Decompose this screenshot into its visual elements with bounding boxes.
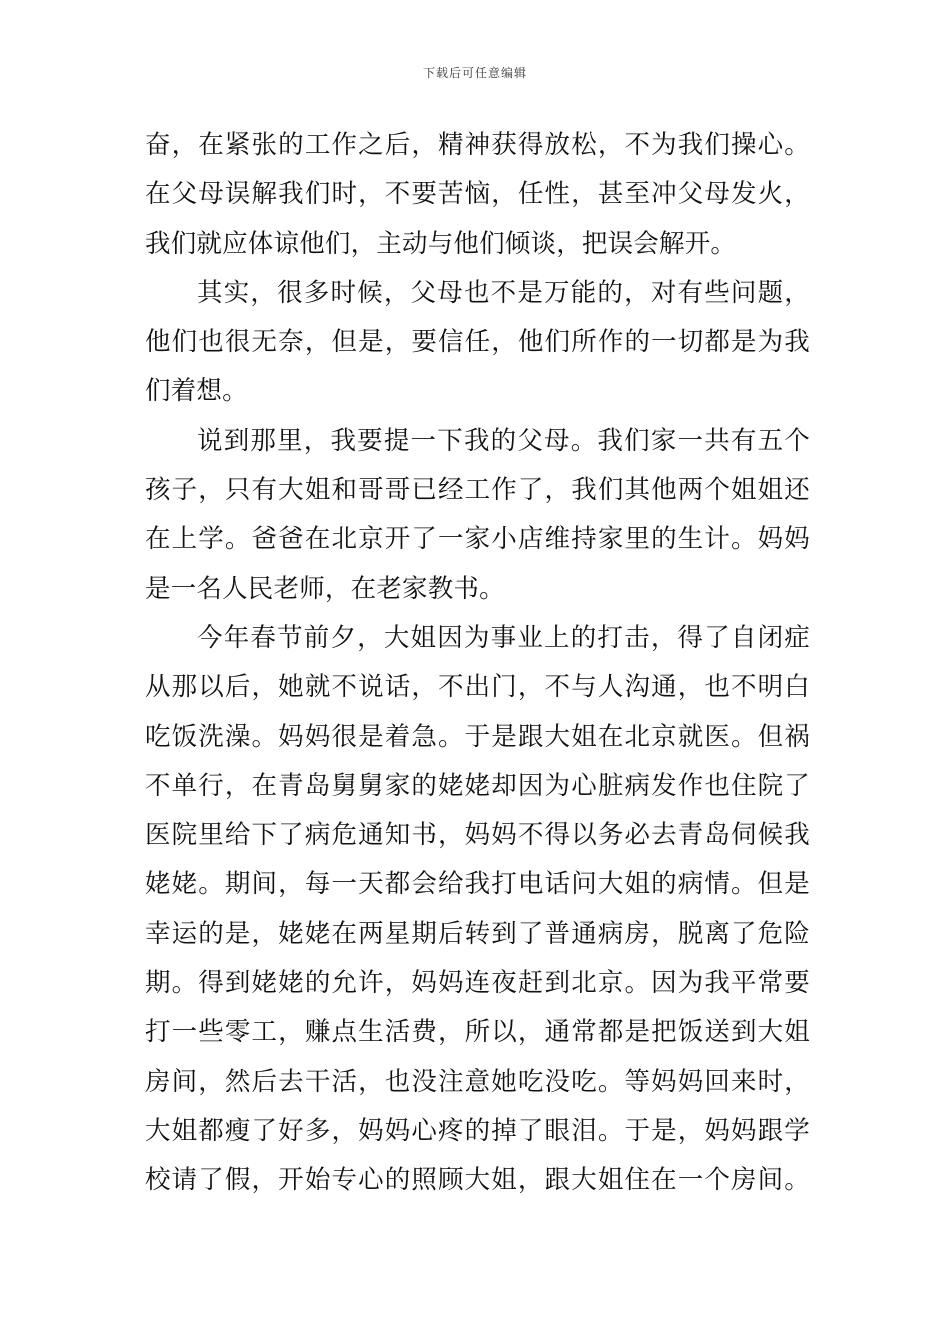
page-header: 下载后可任意编辑 xyxy=(422,66,527,80)
text-line: 在上学。爸爸在北京开了一家小店维持家里的生计。妈妈 xyxy=(145,524,810,555)
text-line: 打一些零工，赚点生活费，所以，通常都是把饭送到大姐 xyxy=(145,1017,810,1048)
body-text xyxy=(145,126,810,1211)
text-line: 说到那里，我要提一下我的父母。我们家一共有五个 xyxy=(197,425,810,456)
text-line: 在父母误解我们时，不要苦恼，任性，甚至冲父母发火， xyxy=(145,179,810,210)
text-line: 姥姥。期间，每一天都会给我打电话问大姐的病情。但是 xyxy=(145,869,810,900)
text-line: 我们就应体谅他们，主动与他们倾谈，把误会解开。 xyxy=(145,228,737,259)
text-line: 孩子，只有大姐和哥哥已经工作了，我们其他两个姐姐还 xyxy=(145,475,810,506)
text-line: 不单行，在青岛舅舅家的姥姥却因为心脏病发作也住院了 xyxy=(145,770,810,801)
text-line: 医院里给下了病危通知书，妈妈不得以务必去青岛伺候我 xyxy=(145,820,810,851)
text-line: 房间，然后去干活，也没注意她吃没吃。等妈妈回来时， xyxy=(145,1066,810,1097)
text-line: 幸运的是，姥姥在两星期后转到了普通病房，脱离了危险 xyxy=(145,918,810,949)
text-line: 其实，很多时候，父母也不是万能的，对有些问题， xyxy=(197,277,810,308)
text-line: 们着想。 xyxy=(145,376,248,407)
text-line: 期。得到姥姥的允许，妈妈连夜赶到北京。因为我平常要 xyxy=(145,968,810,999)
text-line: 奋，在紧张的工作之后，精神获得放松，不为我们操心。 xyxy=(145,130,810,160)
text-line: 校请了假，开始专心的照顾大姐，跟大姐住在一个房间。 xyxy=(145,1165,810,1196)
text-line: 从那以后，她就不说话，不出门，不与人沟通，也不明白 xyxy=(145,672,810,703)
text-line: 是一名人民老师，在老家教书。 xyxy=(145,573,505,604)
text-line: 今年春节前夕，大姐因为事业上的打击，得了自闭症 xyxy=(197,622,810,653)
text-line: 吃饭洗澡。妈妈很是着急。于是跟大姐在北京就医。但祸 xyxy=(145,721,810,752)
text-line: 大姐都瘦了好多，妈妈心疼的掉了眼泪。于是，妈妈跟学 xyxy=(145,1115,810,1146)
text-line: 他们也很无奈，但是，要信任，他们所作的一切都是为我 xyxy=(145,327,810,358)
